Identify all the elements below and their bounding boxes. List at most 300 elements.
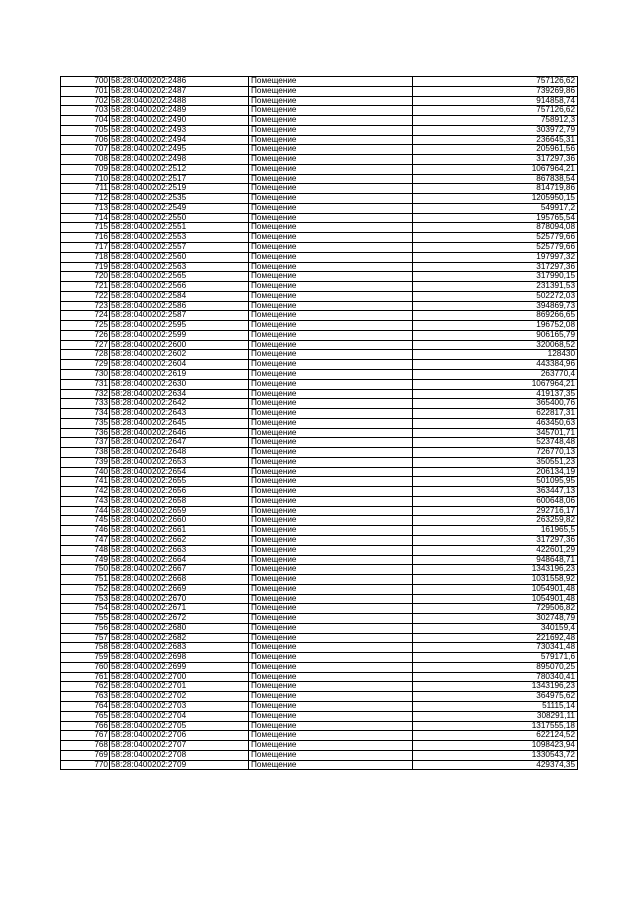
- object-type-cell: Помещение: [249, 496, 413, 506]
- row-number-cell: 708: [61, 155, 110, 165]
- cadastral-number-cell: 58:28:0400202:2494: [110, 135, 249, 145]
- cadastral-value-cell: 525779,66: [413, 233, 578, 243]
- table-row: [61, 340, 578, 350]
- row-number-cell: 711: [61, 184, 110, 194]
- row-number-cell: 743: [61, 496, 110, 506]
- cadastral-value-cell: 317297,36: [413, 535, 578, 545]
- table-row: [61, 213, 578, 223]
- row-number-cell: 723: [61, 301, 110, 311]
- row-number-cell: 713: [61, 203, 110, 213]
- cadastral-number-cell: 58:28:0400202:2553: [110, 233, 249, 243]
- table-row: [61, 702, 578, 712]
- cadastral-value-cell: 317297,36: [413, 155, 578, 165]
- cadastral-value-cell: 340159,4: [413, 623, 578, 633]
- cadastral-number-cell: 58:28:0400202:2683: [110, 643, 249, 653]
- cadastral-number-cell: 58:28:0400202:2702: [110, 692, 249, 702]
- cadastral-value-cell: 780340,41: [413, 672, 578, 682]
- cadastral-value-cell: 501095,95: [413, 477, 578, 487]
- row-number-cell: 762: [61, 682, 110, 692]
- cadastral-number-cell: 58:28:0400202:2682: [110, 633, 249, 643]
- cadastral-number-cell: 58:28:0400202:2658: [110, 496, 249, 506]
- row-number-cell: 703: [61, 106, 110, 116]
- row-number-cell: 752: [61, 584, 110, 594]
- row-number-cell: 742: [61, 487, 110, 497]
- cadastral-number-cell: 58:28:0400202:2517: [110, 174, 249, 184]
- table-row: [61, 301, 578, 311]
- cadastral-number-cell: 58:28:0400202:2707: [110, 741, 249, 751]
- object-type-cell: Помещение: [249, 741, 413, 751]
- cadastral-value-cell: 263259,82: [413, 516, 578, 526]
- cadastral-number-cell: 58:28:0400202:2630: [110, 379, 249, 389]
- cadastral-value-cell: 422601,29: [413, 545, 578, 555]
- cadastral-number-cell: 58:28:0400202:2667: [110, 565, 249, 575]
- cadastral-number-cell: 58:28:0400202:2670: [110, 594, 249, 604]
- cadastral-number-cell: 58:28:0400202:2653: [110, 457, 249, 467]
- object-type-cell: Помещение: [249, 702, 413, 712]
- cadastral-number-cell: 58:28:0400202:2654: [110, 467, 249, 477]
- object-type-cell: Помещение: [249, 164, 413, 174]
- cadastral-number-cell: 58:28:0400202:2563: [110, 262, 249, 272]
- table-row: [61, 96, 578, 106]
- object-type-cell: Помещение: [249, 272, 413, 282]
- row-number-cell: 702: [61, 96, 110, 106]
- object-type-cell: Помещение: [249, 194, 413, 204]
- cadastral-value-cell: 757126,62: [413, 77, 578, 87]
- row-number-cell: 741: [61, 477, 110, 487]
- cadastral-value-cell: 206134,19: [413, 467, 578, 477]
- object-type-cell: Помещение: [249, 526, 413, 536]
- object-type-cell: Помещение: [249, 145, 413, 155]
- row-number-cell: 712: [61, 194, 110, 204]
- row-number-cell: 710: [61, 174, 110, 184]
- cadastral-value-cell: 1054901,48: [413, 594, 578, 604]
- cadastral-number-cell: 58:28:0400202:2643: [110, 409, 249, 419]
- cadastral-number-cell: 58:28:0400202:2619: [110, 369, 249, 379]
- table-row: [61, 360, 578, 370]
- object-type-cell: Помещение: [249, 86, 413, 96]
- cadastral-number-cell: 58:28:0400202:2490: [110, 116, 249, 126]
- row-number-cell: 770: [61, 760, 110, 770]
- cadastral-value-cell: 1054901,48: [413, 584, 578, 594]
- object-type-cell: Помещение: [249, 282, 413, 292]
- cadastral-value-cell: 1067964,21: [413, 379, 578, 389]
- table-row: [61, 86, 578, 96]
- row-number-cell: 732: [61, 389, 110, 399]
- table-row: [61, 135, 578, 145]
- row-number-cell: 740: [61, 467, 110, 477]
- row-number-cell: 728: [61, 350, 110, 360]
- row-number-cell: 717: [61, 243, 110, 253]
- object-type-cell: Помещение: [249, 438, 413, 448]
- row-number-cell: 722: [61, 291, 110, 301]
- row-number-cell: 700: [61, 77, 110, 87]
- object-type-cell: Помещение: [249, 604, 413, 614]
- row-number-cell: 761: [61, 672, 110, 682]
- cadastral-value-cell: 320068,52: [413, 340, 578, 350]
- cadastral-value-cell: 419137,35: [413, 389, 578, 399]
- table-row: [61, 760, 578, 770]
- cadastral-number-cell: 58:28:0400202:2656: [110, 487, 249, 497]
- table-row: [61, 194, 578, 204]
- row-number-cell: 759: [61, 653, 110, 663]
- cadastral-number-cell: 58:28:0400202:2659: [110, 506, 249, 516]
- cadastral-value-cell: 726770,13: [413, 448, 578, 458]
- cadastral-value-cell: 622817,31: [413, 409, 578, 419]
- object-type-cell: Помещение: [249, 457, 413, 467]
- object-type-cell: Помещение: [249, 223, 413, 233]
- cadastral-number-cell: 58:28:0400202:2655: [110, 477, 249, 487]
- table-row: [61, 741, 578, 751]
- object-type-cell: Помещение: [249, 233, 413, 243]
- object-type-cell: Помещение: [249, 418, 413, 428]
- table-row: [61, 77, 578, 87]
- object-type-cell: Помещение: [249, 692, 413, 702]
- object-type-cell: Помещение: [249, 340, 413, 350]
- row-number-cell: 718: [61, 252, 110, 262]
- table-row: [61, 291, 578, 301]
- cadastral-value-table: [60, 76, 578, 770]
- object-type-cell: Помещение: [249, 379, 413, 389]
- cadastral-value-cell: 948648,71: [413, 555, 578, 565]
- table-row: [61, 282, 578, 292]
- cadastral-number-cell: 58:28:0400202:2700: [110, 672, 249, 682]
- cadastral-value-cell: 739269,86: [413, 86, 578, 96]
- cadastral-number-cell: 58:28:0400202:2669: [110, 584, 249, 594]
- table-row: [61, 457, 578, 467]
- cadastral-value-cell: 345701,71: [413, 428, 578, 438]
- table-row: [61, 672, 578, 682]
- object-type-cell: Помещение: [249, 96, 413, 106]
- cadastral-number-cell: 58:28:0400202:2493: [110, 125, 249, 135]
- table-row: [61, 711, 578, 721]
- table-row: [61, 594, 578, 604]
- cadastral-number-cell: 58:28:0400202:2487: [110, 86, 249, 96]
- table-row: [61, 418, 578, 428]
- cadastral-number-cell: 58:28:0400202:2663: [110, 545, 249, 555]
- object-type-cell: Помещение: [249, 428, 413, 438]
- cadastral-number-cell: 58:28:0400202:2551: [110, 223, 249, 233]
- row-number-cell: 731: [61, 379, 110, 389]
- cadastral-value-cell: 302748,79: [413, 614, 578, 624]
- row-number-cell: 729: [61, 360, 110, 370]
- row-number-cell: 721: [61, 282, 110, 292]
- object-type-cell: Помещение: [249, 584, 413, 594]
- row-number-cell: 744: [61, 506, 110, 516]
- object-type-cell: Помещение: [249, 409, 413, 419]
- object-type-cell: Помещение: [249, 252, 413, 262]
- cadastral-number-cell: 58:28:0400202:2495: [110, 145, 249, 155]
- table-row: [61, 330, 578, 340]
- row-number-cell: 760: [61, 662, 110, 672]
- row-number-cell: 764: [61, 702, 110, 712]
- object-type-cell: Помещение: [249, 643, 413, 653]
- cadastral-value-cell: 525779,66: [413, 243, 578, 253]
- cadastral-value-cell: 1330543,72: [413, 750, 578, 760]
- object-type-cell: Помещение: [249, 399, 413, 409]
- cadastral-value-cell: 364975,62: [413, 692, 578, 702]
- table-row: [61, 252, 578, 262]
- table-row: [61, 526, 578, 536]
- cadastral-value-cell: 1343196,23: [413, 682, 578, 692]
- cadastral-number-cell: 58:28:0400202:2706: [110, 731, 249, 741]
- object-type-cell: Помещение: [249, 506, 413, 516]
- row-number-cell: 753: [61, 594, 110, 604]
- cadastral-number-cell: 58:28:0400202:2703: [110, 702, 249, 712]
- row-number-cell: 767: [61, 731, 110, 741]
- cadastral-number-cell: 58:28:0400202:2708: [110, 750, 249, 760]
- object-type-cell: Помещение: [249, 721, 413, 731]
- cadastral-number-cell: 58:28:0400202:2699: [110, 662, 249, 672]
- cadastral-value-cell: 878094,08: [413, 223, 578, 233]
- row-number-cell: 737: [61, 438, 110, 448]
- table-row: [61, 516, 578, 526]
- cadastral-value-cell: 1343196,23: [413, 565, 578, 575]
- cadastral-number-cell: 58:28:0400202:2604: [110, 360, 249, 370]
- row-number-cell: 750: [61, 565, 110, 575]
- object-type-cell: Помещение: [249, 243, 413, 253]
- table-row: [61, 116, 578, 126]
- table-row: [61, 262, 578, 272]
- object-type-cell: Помещение: [249, 116, 413, 126]
- table-row: [61, 662, 578, 672]
- table-row: [61, 545, 578, 555]
- object-type-cell: Помещение: [249, 682, 413, 692]
- object-type-cell: Помещение: [249, 565, 413, 575]
- table-row: [61, 409, 578, 419]
- row-number-cell: 736: [61, 428, 110, 438]
- cadastral-value-cell: 502272,03: [413, 291, 578, 301]
- cadastral-number-cell: 58:28:0400202:2671: [110, 604, 249, 614]
- cadastral-value-cell: 365400,76: [413, 399, 578, 409]
- row-number-cell: 715: [61, 223, 110, 233]
- cadastral-value-cell: 205961,56: [413, 145, 578, 155]
- table-row: [61, 106, 578, 116]
- table-row: [61, 379, 578, 389]
- object-type-cell: Помещение: [249, 77, 413, 87]
- object-type-cell: Помещение: [249, 291, 413, 301]
- cadastral-value-cell: 869266,65: [413, 311, 578, 321]
- object-type-cell: Помещение: [249, 467, 413, 477]
- cadastral-value-cell: 128430: [413, 350, 578, 360]
- object-type-cell: Помещение: [249, 184, 413, 194]
- object-type-cell: Помещение: [249, 174, 413, 184]
- row-number-cell: 756: [61, 623, 110, 633]
- table-row: [61, 575, 578, 585]
- object-type-cell: Помещение: [249, 360, 413, 370]
- row-number-cell: 724: [61, 311, 110, 321]
- table-row: [61, 731, 578, 741]
- table-row: [61, 623, 578, 633]
- object-type-cell: Помещение: [249, 535, 413, 545]
- cadastral-value-cell: 292716,17: [413, 506, 578, 516]
- cadastral-number-cell: 58:28:0400202:2672: [110, 614, 249, 624]
- table-row: [61, 653, 578, 663]
- cadastral-number-cell: 58:28:0400202:2662: [110, 535, 249, 545]
- row-number-cell: 747: [61, 535, 110, 545]
- cadastral-value-cell: 317990,15: [413, 272, 578, 282]
- object-type-cell: Помещение: [249, 614, 413, 624]
- cadastral-number-cell: 58:28:0400202:2565: [110, 272, 249, 282]
- object-type-cell: Помещение: [249, 213, 413, 223]
- cadastral-number-cell: 58:28:0400202:2642: [110, 399, 249, 409]
- cadastral-number-cell: 58:28:0400202:2602: [110, 350, 249, 360]
- object-type-cell: Помещение: [249, 203, 413, 213]
- object-type-cell: Помещение: [249, 750, 413, 760]
- table-row: [61, 399, 578, 409]
- object-type-cell: Помещение: [249, 731, 413, 741]
- cadastral-number-cell: 58:28:0400202:2486: [110, 77, 249, 87]
- row-number-cell: 757: [61, 633, 110, 643]
- cadastral-number-cell: 58:28:0400202:2600: [110, 340, 249, 350]
- table-row: [61, 682, 578, 692]
- table-row: [61, 164, 578, 174]
- cadastral-value-cell: 263770,4: [413, 369, 578, 379]
- object-type-cell: Помещение: [249, 555, 413, 565]
- table-row: [61, 448, 578, 458]
- cadastral-value-cell: 303972,79: [413, 125, 578, 135]
- cadastral-number-cell: 58:28:0400202:2680: [110, 623, 249, 633]
- cadastral-value-cell: 757126,62: [413, 106, 578, 116]
- table-row: [61, 321, 578, 331]
- cadastral-number-cell: 58:28:0400202:2705: [110, 721, 249, 731]
- object-type-cell: Помещение: [249, 321, 413, 331]
- table-row: [61, 555, 578, 565]
- cadastral-number-cell: 58:28:0400202:2550: [110, 213, 249, 223]
- row-number-cell: 766: [61, 721, 110, 731]
- cadastral-value-cell: 814719,86: [413, 184, 578, 194]
- cadastral-value-cell: 221692,48: [413, 633, 578, 643]
- table-row: [61, 311, 578, 321]
- cadastral-number-cell: 58:28:0400202:2648: [110, 448, 249, 458]
- cadastral-value-cell: 1031558,92: [413, 575, 578, 585]
- cadastral-value-cell: 523748,48: [413, 438, 578, 448]
- table-row: [61, 721, 578, 731]
- cadastral-number-cell: 58:28:0400202:2488: [110, 96, 249, 106]
- cadastral-value-cell: 231391,53: [413, 282, 578, 292]
- cadastral-number-cell: 58:28:0400202:2595: [110, 321, 249, 331]
- table-row: [61, 389, 578, 399]
- row-number-cell: 768: [61, 741, 110, 751]
- object-type-cell: Помещение: [249, 672, 413, 682]
- cadastral-number-cell: 58:28:0400202:2661: [110, 526, 249, 536]
- cadastral-value-cell: 600648,06: [413, 496, 578, 506]
- object-type-cell: Помещение: [249, 350, 413, 360]
- table-row: [61, 428, 578, 438]
- object-type-cell: Помещение: [249, 477, 413, 487]
- table-row: [61, 155, 578, 165]
- cadastral-number-cell: 58:28:0400202:2586: [110, 301, 249, 311]
- row-number-cell: 730: [61, 369, 110, 379]
- table-row: [61, 243, 578, 253]
- table-row: [61, 614, 578, 624]
- row-number-cell: 763: [61, 692, 110, 702]
- row-number-cell: 769: [61, 750, 110, 760]
- row-number-cell: 707: [61, 145, 110, 155]
- cadastral-value-cell: 51115,14: [413, 702, 578, 712]
- object-type-cell: Помещение: [249, 389, 413, 399]
- cadastral-number-cell: 58:28:0400202:2549: [110, 203, 249, 213]
- cadastral-value-cell: 317297,36: [413, 262, 578, 272]
- cadastral-value-cell: 196752,08: [413, 321, 578, 331]
- object-type-cell: Помещение: [249, 487, 413, 497]
- cadastral-number-cell: 58:28:0400202:2646: [110, 428, 249, 438]
- cadastral-value-cell: 730341,48: [413, 643, 578, 653]
- row-number-cell: 735: [61, 418, 110, 428]
- row-number-cell: 719: [61, 262, 110, 272]
- row-number-cell: 734: [61, 409, 110, 419]
- table-row: [61, 223, 578, 233]
- cadastral-value-cell: 914858,74: [413, 96, 578, 106]
- object-type-cell: Помещение: [249, 262, 413, 272]
- object-type-cell: Помещение: [249, 545, 413, 555]
- cadastral-number-cell: 58:28:0400202:2519: [110, 184, 249, 194]
- object-type-cell: Помещение: [249, 711, 413, 721]
- table-row: [61, 643, 578, 653]
- cadastral-value-cell: 463450,63: [413, 418, 578, 428]
- row-number-cell: 755: [61, 614, 110, 624]
- table-row: [61, 174, 578, 184]
- cadastral-value-cell: 729506,82: [413, 604, 578, 614]
- cadastral-value-cell: 197997,32: [413, 252, 578, 262]
- object-type-cell: Помещение: [249, 623, 413, 633]
- table-row: [61, 565, 578, 575]
- cadastral-number-cell: 58:28:0400202:2489: [110, 106, 249, 116]
- table-row: [61, 584, 578, 594]
- cadastral-value-cell: 895070,25: [413, 662, 578, 672]
- row-number-cell: 739: [61, 457, 110, 467]
- cadastral-number-cell: 58:28:0400202:2566: [110, 282, 249, 292]
- table-row: [61, 750, 578, 760]
- cadastral-number-cell: 58:28:0400202:2647: [110, 438, 249, 448]
- row-number-cell: 745: [61, 516, 110, 526]
- row-number-cell: 727: [61, 340, 110, 350]
- row-number-cell: 749: [61, 555, 110, 565]
- table-row: [61, 438, 578, 448]
- table-row: [61, 233, 578, 243]
- cadastral-number-cell: 58:28:0400202:2599: [110, 330, 249, 340]
- object-type-cell: Помещение: [249, 448, 413, 458]
- row-number-cell: 738: [61, 448, 110, 458]
- object-type-cell: Помещение: [249, 301, 413, 311]
- cadastral-number-cell: 58:28:0400202:2584: [110, 291, 249, 301]
- row-number-cell: 716: [61, 233, 110, 243]
- cadastral-number-cell: 58:28:0400202:2645: [110, 418, 249, 428]
- cadastral-number-cell: 58:28:0400202:2512: [110, 164, 249, 174]
- row-number-cell: 726: [61, 330, 110, 340]
- object-type-cell: Помещение: [249, 575, 413, 585]
- object-type-cell: Помещение: [249, 155, 413, 165]
- cadastral-value-cell: 195765,54: [413, 213, 578, 223]
- table-row: [61, 272, 578, 282]
- cadastral-value-cell: 549917,2: [413, 203, 578, 213]
- object-type-cell: Помещение: [249, 594, 413, 604]
- cadastral-value-cell: 236645,31: [413, 135, 578, 145]
- table-row: [61, 633, 578, 643]
- table-row: [61, 145, 578, 155]
- cadastral-value-cell: 758912,3: [413, 116, 578, 126]
- row-number-cell: 746: [61, 526, 110, 536]
- object-type-cell: Помещение: [249, 662, 413, 672]
- table-row: [61, 350, 578, 360]
- cadastral-value-cell: 350551,23: [413, 457, 578, 467]
- cadastral-number-cell: 58:28:0400202:2587: [110, 311, 249, 321]
- row-number-cell: 751: [61, 575, 110, 585]
- object-type-cell: Помещение: [249, 633, 413, 643]
- cadastral-number-cell: 58:28:0400202:2634: [110, 389, 249, 399]
- cadastral-value-cell: 308291,11: [413, 711, 578, 721]
- object-type-cell: Помещение: [249, 125, 413, 135]
- table-row: [61, 487, 578, 497]
